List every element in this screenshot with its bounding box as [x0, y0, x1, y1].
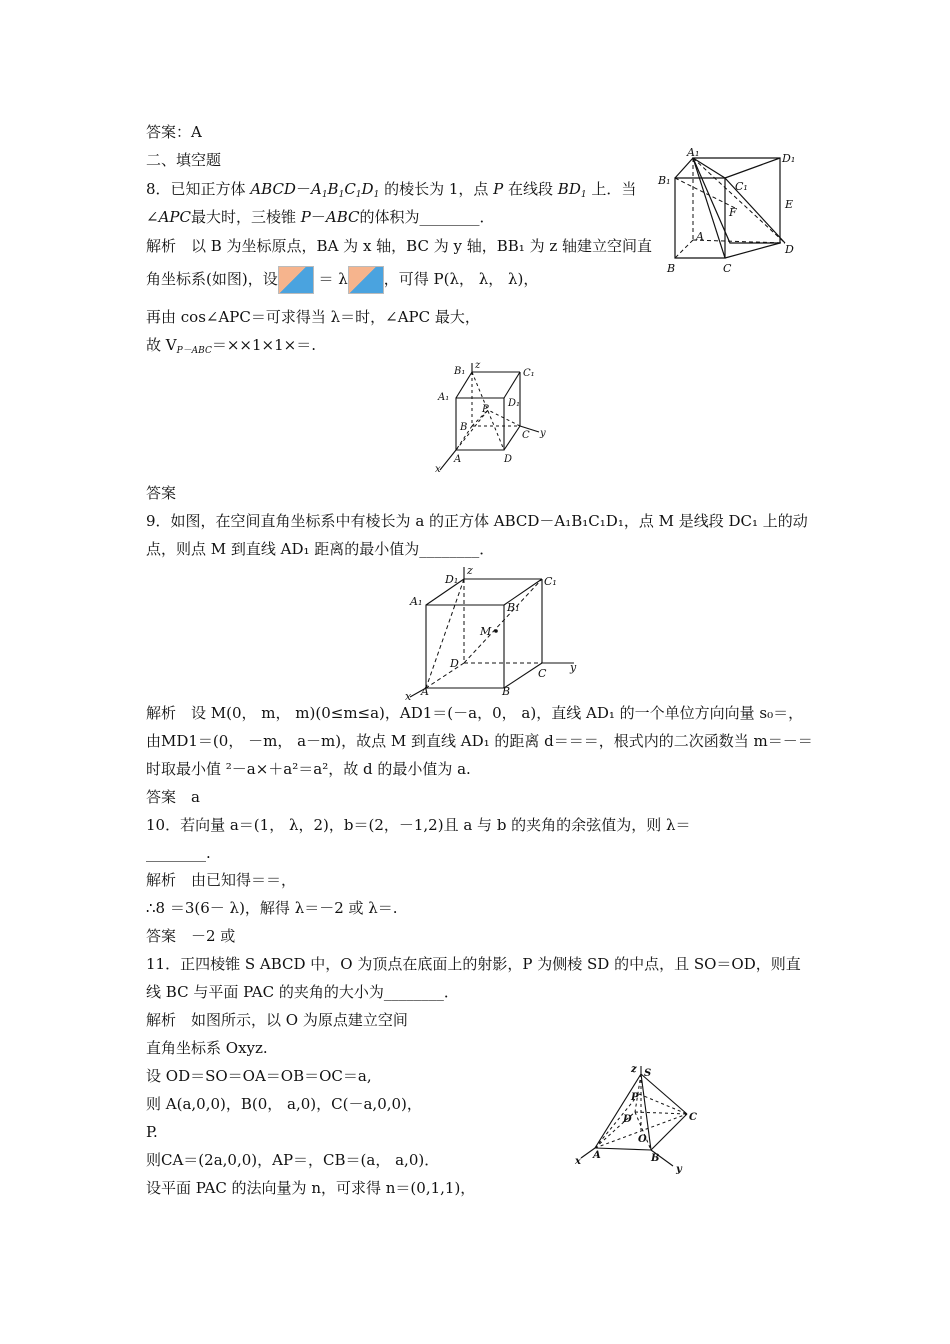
- q11-solution-4: 则 A(a,0,0)，B(0， a,0)，C(－a,0,0)，: [146, 1095, 422, 1113]
- q9-line2: 点，则点 M 到直线 AD₁ 距离的最小值为________．: [146, 540, 495, 558]
- q11-solution-1: 解析 如图所示，以 O 为原点建立空间: [146, 1011, 408, 1029]
- q11-pyramid-figure: [573, 1062, 703, 1174]
- q8-answer: 答案: [146, 484, 177, 502]
- label-B: B: [667, 262, 676, 275]
- q10-answer: 答案 －2 或: [146, 927, 236, 945]
- q10-line1: 10．若向量 a＝(1， λ，2)，b＝(2，－1,2)且 a 与 b 的夹角的余弦值为，则 λ＝: [146, 816, 691, 834]
- label-D: D: [785, 243, 794, 256]
- q11-solution-3: 设 OD＝SO＝OA＝OB＝OC＝a,: [146, 1067, 372, 1085]
- axis-x: x: [405, 690, 412, 701]
- q11-solution-7: 设平面 PAC 的法向量为 n，可求得 n＝(0,1,1)，: [146, 1179, 476, 1197]
- q8-line2: ∠APC最大时，三棱锥 P－ABC的体积为________．: [146, 208, 495, 226]
- label-B1: B₁: [658, 174, 671, 187]
- q10-solution-1: 解析 由已知得＝＝，: [146, 871, 297, 889]
- q8-solution-2: 角坐标系(如图)，设 ＝ λ ，可得 P(λ， λ， λ)，: [146, 266, 538, 294]
- axis-y: y: [540, 428, 546, 439]
- label-C: C: [522, 430, 530, 441]
- label-F: F: [729, 206, 737, 219]
- q11-solution-2: 直角坐标系 Oxyz.: [146, 1039, 268, 1057]
- q10-solution-2: ∴8 ＝3(6－ λ)，解得 λ＝－2 或 λ＝.: [146, 899, 398, 917]
- axis-x: x: [435, 464, 441, 475]
- label-D1: D₁: [445, 573, 459, 586]
- label-S: S: [644, 1068, 652, 1079]
- q11-solution-6: 则CA＝(2a,0,0)，AP＝，CB＝(a， a,0)．: [146, 1151, 440, 1169]
- label-D1: D₁: [508, 398, 521, 409]
- label-C: C: [538, 667, 547, 680]
- label-O: O: [638, 1134, 647, 1145]
- q8-solution-4: 故 $V_{P-ABC}=\times\times 1\times 1\times=$.: [146, 336, 316, 356]
- prev-answer: 答案：A: [146, 123, 202, 141]
- label-B: B: [651, 1153, 660, 1164]
- label-E: E: [785, 198, 794, 211]
- label-C1: C₁: [544, 575, 557, 588]
- q9-solution-2: 由MD1＝(0， －m， a－m)，故点 M 到直线 AD₁ 的距离 d＝＝＝，根式内的二次函数当 m＝－＝: [146, 732, 813, 750]
- axis-z: z: [631, 1064, 637, 1075]
- axis-y: y: [570, 661, 577, 674]
- section-heading: 二、填空题: [146, 151, 222, 169]
- q8-coordinate-figure: [434, 360, 554, 475]
- vector-image-icon: [348, 266, 384, 294]
- q8-cube-figure: [655, 148, 805, 278]
- label-D1: D₁: [782, 152, 796, 165]
- label-A: A: [696, 230, 704, 243]
- label-B: B: [460, 422, 468, 433]
- q11-line1: 11．正四棱锥 S ABCD 中，O 为顶点在底面上的射影，P 为侧棱 SD 的中点，且 SO＝OD，则直: [146, 955, 801, 973]
- label-A: A: [593, 1150, 601, 1161]
- q8-solution-1: 解析 以 B 为坐标原点，BA 为 x 轴，BC 为 y 轴，BB₁ 为 z 轴建立空间直: [146, 237, 653, 255]
- label-D: D: [450, 657, 459, 670]
- label-A1: A₁: [410, 595, 423, 608]
- label-B1: B₁: [454, 366, 466, 377]
- label-A: A: [454, 454, 462, 465]
- label-C: C: [723, 262, 732, 275]
- label-C1: C₁: [735, 180, 748, 193]
- q11-solution-5: P.: [146, 1123, 158, 1141]
- q8-solution-3: 再由 cos∠APC＝可求得当 λ＝时，∠APC 最大，: [146, 308, 480, 326]
- label-D: D: [623, 1114, 632, 1125]
- axis-z: z: [467, 564, 473, 577]
- q9-answer: 答案 a: [146, 788, 200, 806]
- label-P: P: [631, 1092, 639, 1103]
- label-B: B: [502, 685, 511, 698]
- q11-line2: 线 BC 与平面 PAC 的夹角的大小为________．: [146, 983, 459, 1001]
- q9-solution-3: 时取最小值 ²－a×＋a²＝a²，故 d 的最小值为 a.: [146, 760, 471, 778]
- axis-x: x: [575, 1156, 581, 1167]
- vector-image-icon: [278, 266, 314, 294]
- label-C: C: [689, 1112, 697, 1123]
- label-A1: A₁: [687, 148, 700, 159]
- label-B1: B₁: [507, 601, 520, 614]
- label-D: D: [504, 454, 513, 465]
- label-A1: A₁: [438, 392, 450, 403]
- label-C1: C₁: [523, 368, 535, 379]
- label-M: M: [480, 625, 492, 638]
- q9-line1: 9．如图，在空间直角坐标系中有棱长为 a 的正方体 ABCD－A₁B₁C₁D₁，点 M 是线段 DC₁ 上的动: [146, 512, 808, 530]
- axis-y: y: [676, 1164, 682, 1174]
- label-P: P: [482, 404, 489, 415]
- q10-line2: ________.: [146, 844, 211, 862]
- label-A: A: [421, 685, 429, 698]
- axis-z: z: [475, 360, 481, 371]
- q8-line1: 8．已知正方体 $ABCD-A_1B_1C_1D_1$ 的棱长为 1，点 P 在线段 $BD_1$ 上．当: [146, 180, 637, 200]
- q9-solution-1: 解析 设 M(0， m， m)(0≤m≤a)，AD1＝(－a，0， a)，直线 AD₁ 的一个单位方向向量 s₀＝，: [146, 704, 804, 722]
- q9-cube-figure: [404, 563, 584, 701]
